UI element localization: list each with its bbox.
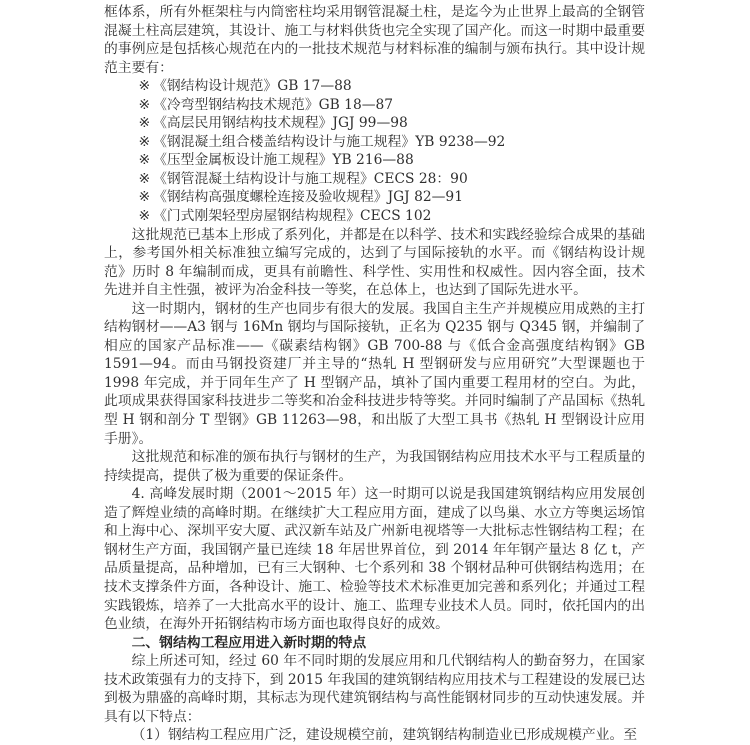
spec-title: 《钢混凝土组合楼盖结构设计与施工规程》YB 9238—92 bbox=[153, 133, 506, 150]
spec-list-item bbox=[104, 77, 645, 96]
spec-list-item bbox=[104, 188, 645, 207]
spec-list-item bbox=[104, 114, 645, 133]
spec-title: 《门式刚架轻型房屋钢结构规程》CECS 102 bbox=[153, 208, 432, 225]
reference-mark: ※ bbox=[138, 115, 151, 132]
spec-title: 《冷弯型钢结构技术规范》GB 18—87 bbox=[153, 96, 394, 113]
spec-title: 《钢结构高强度螺栓连接及验收规程》JGJ 82—91 bbox=[153, 189, 463, 206]
reference-mark: ※ bbox=[138, 189, 151, 206]
spec-list-item bbox=[104, 151, 645, 170]
reference-mark: ※ bbox=[138, 96, 151, 113]
spec-title: 《钢结构设计规范》GB 17—88 bbox=[153, 78, 352, 95]
spec-title: 《压型金属板设计施工规程》YB 216—88 bbox=[153, 152, 414, 169]
paragraph-guarantee: 这批规范和标准的颁布执行与钢材的生产，为我国钢结构应用技术水平与工程质量的持续提高，提供了极为重要的保证条件。 bbox=[104, 449, 645, 484]
reference-mark: ※ bbox=[138, 170, 151, 187]
paragraph-feature-1: （1）钢结构工程应用广泛，建设规模空前，建筑钢结构制造业已形成规模产业。至 bbox=[131, 727, 638, 744]
spec-list-item bbox=[104, 207, 645, 226]
spec-list-item bbox=[104, 96, 645, 115]
spec-list-item bbox=[104, 170, 645, 189]
reference-mark: ※ bbox=[138, 133, 151, 150]
spec-title: 《钢管混凝土结构设计与施工规程》CECS 28：90 bbox=[153, 170, 468, 187]
reference-mark: ※ bbox=[138, 208, 151, 225]
reference-mark: ※ bbox=[138, 152, 151, 169]
reference-mark: ※ bbox=[138, 78, 151, 95]
spec-title: 《高层民用钢结构技术规程》JGJ 99—98 bbox=[153, 115, 408, 132]
paragraph-continuation: 框体系，所有外框架柱与内筒密柱均采用钢管混凝土柱，是迄今为止世界上最高的全钢管混凝土柱高层建筑，其设计、施工与材料供货也完全实现了国产化。而这一时期中最重要的事例应是包括核心规范在内的一批技术规范与材料标准的编制与颁布执行。其中设计规范主要有： bbox=[104, 4, 645, 76]
spec-list-item bbox=[104, 133, 645, 152]
paragraph-steel-production: 这一时期内，钢材的生产也同步有很大的发展。我国自主生产并规模应用成熟的主打结构钢材——A3 钢与 16Mn 钢均与国际接轨，正名为 Q235 钢与 Q345 钢，并编制了相应的国家产品标准——《碳素结构钢》GB 700-88 与《低合金高强度结构钢》GB 1591—94。而由马钢投资建厂并主导的“热轧 H 型钢研发与应用研究”大型课题也于 1998 年完成，并于同年生产了 H 型钢产品，填补了国内重要工程用材的空白。为此，此项成果获得国家科技进步二等奖和冶金科技进步特等奖。并同时编制了产品国标《热轧型 H 钢和剖分 T 型钢》GB 11263—98，和出版了大型工具书《热轧 H 型钢设计应用手册》。 bbox=[104, 300, 645, 447]
section-heading: 二、钢结构工程应用进入新时期的特点 bbox=[131, 634, 367, 651]
paragraph-peak-period: 4. 高峰发展时期（2001～2015 年）这一时期可以说是我国建筑钢结构应用发展创造了辉煌业绩的高峰时期。在继续扩大工程应用方面，建成了以鸟巢、水立方等奥运场馆和上海中心、深圳平安大厦、武汉新车站及广州新电视塔等一大批标志性钢结构工程；在钢材生产方面，我国钢产量已连续 18 年居世界首位，到 2014 年年钢产量达 8 亿 t，产品质量提高，品种增加，已有三大钢种、七个系列和 38 个钢材品种可供钢结构选用；在技术支撑条件方面，各种设计、施工、检验等技术术标准更加完善和系列化；并通过工程实践锻炼，培养了一大批高水平的设计、施工、监理专业技术人员。同时，依托国内的出色业绩，在海外开拓钢结构市场方面也取得良好的成效。 bbox=[104, 486, 645, 633]
paragraph-series-standards: 这批规范已基本上形成了系列化，并都是在以科学、技术和实践经验综合成果的基础上，参考国外相关标准独立编写完成的，达到了与国际接轨的水平。而《钢结构设计规范》历时 8 年编制而成，更具有前瞻性、科学性、实用性和权威性。因内容全面，技术先进并自主性强，被评为冶金科技一等奖，在总体上，也达到了国际先进水平。 bbox=[104, 226, 645, 299]
paragraph-summary: 综上所述可知，经过 60 年不同时期的发展应用和几代钢结构人的勤奋努力，在国家技术政策强有力的支持下，到 2015 年我国的建筑钢结构应用技术与工程建设的发展已达到极为鼎盛的高峰时期，其标志为现代建筑钢结构与高性能钢材同步的互动快速发展。并具有以下特点： bbox=[104, 653, 645, 725]
